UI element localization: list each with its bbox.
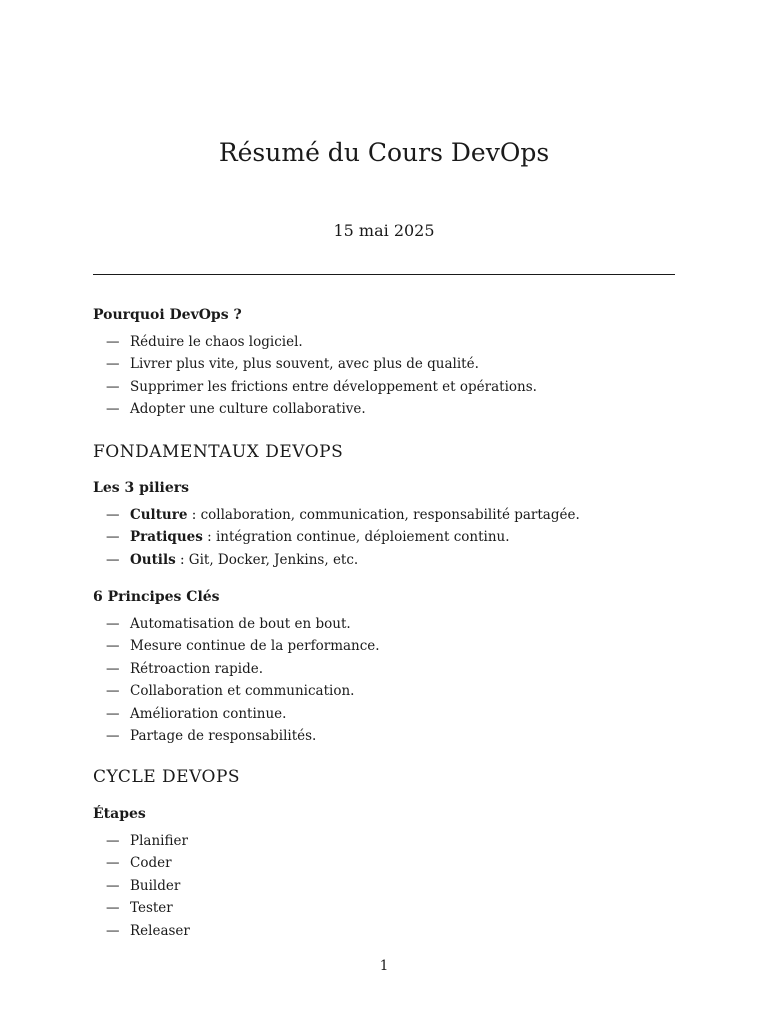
pillar-term: Pratiques: [130, 529, 203, 546]
list-item-text: Mesure continue de la performance.: [130, 638, 380, 655]
list-item: [93, 658, 380, 680]
list-item-text: Releaser: [130, 922, 190, 939]
list-item: [93, 376, 537, 398]
heading-piliers: Les 3 piliers: [93, 480, 190, 496]
section-heading-fondamentaux: FONDAMENTAUX DEVOPS: [93, 442, 344, 462]
dash-marker: —: [106, 900, 120, 917]
list-item: [93, 920, 190, 942]
dash-marker: —: [106, 401, 120, 418]
list-item: [93, 549, 580, 571]
title-rule: [93, 274, 675, 275]
dash-marker: —: [106, 356, 120, 373]
list-item-text: Coder: [130, 855, 172, 872]
dash-marker: —: [106, 334, 120, 350]
list-item: [93, 875, 190, 897]
pillar-term: Culture: [130, 507, 188, 523]
heading-etapes: Étapes: [93, 806, 146, 822]
pillar-term: Outils: [130, 551, 176, 568]
list-item: [93, 526, 580, 548]
dash-marker: —: [106, 833, 120, 849]
list-item-text: Planifier: [130, 833, 188, 849]
list-item: [93, 398, 537, 420]
dash-marker: —: [106, 638, 120, 655]
document-date: 15 mai 2025: [333, 221, 435, 240]
page-number: 1: [379, 958, 389, 974]
list-pourquoi: [93, 331, 537, 421]
list-item-text: Automatisation de bout en bout.: [130, 616, 351, 632]
list-item-text: Réduire le chaos logiciel.: [130, 334, 303, 350]
dash-marker: —: [106, 529, 120, 546]
list-item: [93, 852, 190, 874]
dash-marker: —: [106, 877, 120, 894]
dash-marker: —: [106, 551, 120, 568]
list-item-text: Supprimer les frictions entre développement et opérations.: [130, 378, 537, 395]
list-item: [93, 635, 380, 657]
list-item: [93, 725, 380, 747]
list-item: [93, 613, 380, 635]
dash-marker: —: [106, 727, 120, 744]
section-heading-cycle: CYCLE DEVOPS: [93, 767, 241, 787]
heading-principes: 6 Principes Clés: [93, 589, 220, 605]
list-item: [93, 680, 380, 702]
document-title: Résumé du Cours DevOps: [218, 138, 550, 167]
dash-marker: —: [106, 507, 120, 523]
list-item: [93, 703, 380, 725]
list-etapes: [93, 830, 190, 942]
list-item: [93, 353, 537, 375]
dash-marker: —: [106, 660, 120, 677]
pillar-text: : collaboration, communication, responsabilité partagée.: [187, 507, 580, 523]
dash-marker: —: [106, 922, 120, 939]
dash-marker: —: [106, 616, 120, 632]
pillar-text: : Git, Docker, Jenkins, etc.: [175, 551, 359, 568]
dash-marker: —: [106, 683, 120, 700]
list-item-text: Rétroaction rapide.: [130, 660, 264, 677]
list-principes: [93, 613, 380, 747]
heading-pourquoi: Pourquoi DevOps ?: [93, 307, 242, 323]
list-item-text: Builder: [130, 877, 181, 894]
list-item-text: Adopter une culture collaborative.: [130, 401, 366, 418]
pillar-text: : intégration continue, déploiement continu.: [202, 529, 510, 546]
list-item-text: Partage de responsabilités.: [130, 727, 317, 744]
dash-marker: —: [106, 855, 120, 872]
dash-marker: —: [106, 705, 120, 722]
list-item: [93, 830, 190, 852]
dash-marker: —: [106, 378, 120, 395]
list-item-text: Tester: [130, 900, 173, 917]
list-item: [93, 897, 190, 919]
list-item: [93, 331, 537, 353]
list-item: [93, 504, 580, 526]
list-item-text: Livrer plus vite, plus souvent, avec plus de qualité.: [130, 356, 479, 373]
list-item-text: Amélioration continue.: [130, 705, 287, 722]
list-item-text: Collaboration et communication.: [130, 683, 355, 700]
list-piliers: [93, 504, 580, 571]
